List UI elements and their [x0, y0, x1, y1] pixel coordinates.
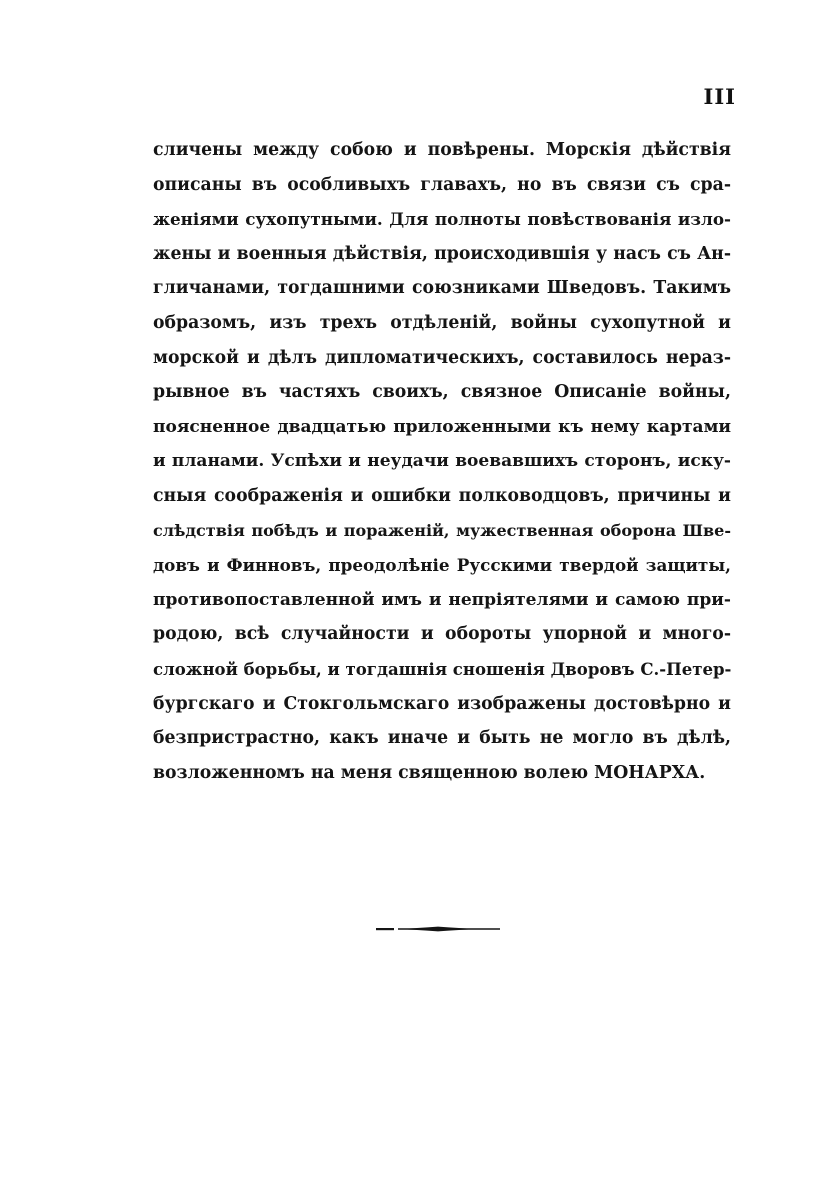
- text-line-6: образомъ, изъ трехъ отдѣленій, войны сухопутной и: [153, 312, 731, 333]
- text-line-2: описаны въ особливыхъ главахъ, но въ связи съ сра-: [153, 174, 731, 195]
- text-line-4: жены и военныя дѣйствія, происходившія у насъ съ Ан-: [153, 243, 731, 264]
- page-number: III: [703, 84, 736, 109]
- text-line-9: поясненное двадцатью приложенными къ нему картами: [153, 416, 731, 437]
- tailpiece-rule-ornament-icon: [376, 922, 500, 936]
- text-line-7: морской и дѣлъ дипломатическихъ, составилось нераз-: [153, 347, 731, 368]
- text-line-12: слѣдствія побѣдъ и пораженій, мужественная оборона Шве-: [153, 520, 731, 540]
- text-line-15: родою, всѣ случайности и обороты упорной и много-: [153, 624, 731, 645]
- text-line-14: противопоставленной имъ и непріятелями и самою при-: [153, 589, 731, 610]
- text-line-16: сложной борьбы, и тогдашнія сношенія Дворовъ С.-Петер-: [153, 658, 732, 679]
- text-line-19: возложенномъ на меня священною волею МОНАРХА.: [153, 762, 706, 783]
- text-line-13: довъ и Финновъ, преодолѣніе Русскими твердой защиты,: [153, 555, 731, 576]
- text-line-3: женіями сухопутными. Для полноты повѣствованія изло-: [153, 209, 731, 230]
- body-paragraph: [153, 133, 731, 790]
- text-line-11: сныя соображенія и ошибки полководцовъ, причины и: [153, 485, 731, 506]
- text-line-5: гличанами, тогдашними союзниками Шведовъ. Такимъ: [153, 278, 731, 299]
- text-line-1: сличены между собою и повѣрены. Морскія дѣйствія: [153, 140, 731, 160]
- text-line-17: бургскаго и Стокгольмскаго изображены достовѣрно и: [153, 693, 731, 714]
- text-line-18: безпристрастно, какъ иначе и быть не могло въ дѣлѣ,: [153, 728, 731, 749]
- text-line-10: и планами. Успѣхи и неудачи воевавшихъ сторонъ, иску-: [153, 451, 731, 472]
- text-line-8: рывное въ частяхъ своихъ, связное Описаніе войны,: [153, 382, 731, 403]
